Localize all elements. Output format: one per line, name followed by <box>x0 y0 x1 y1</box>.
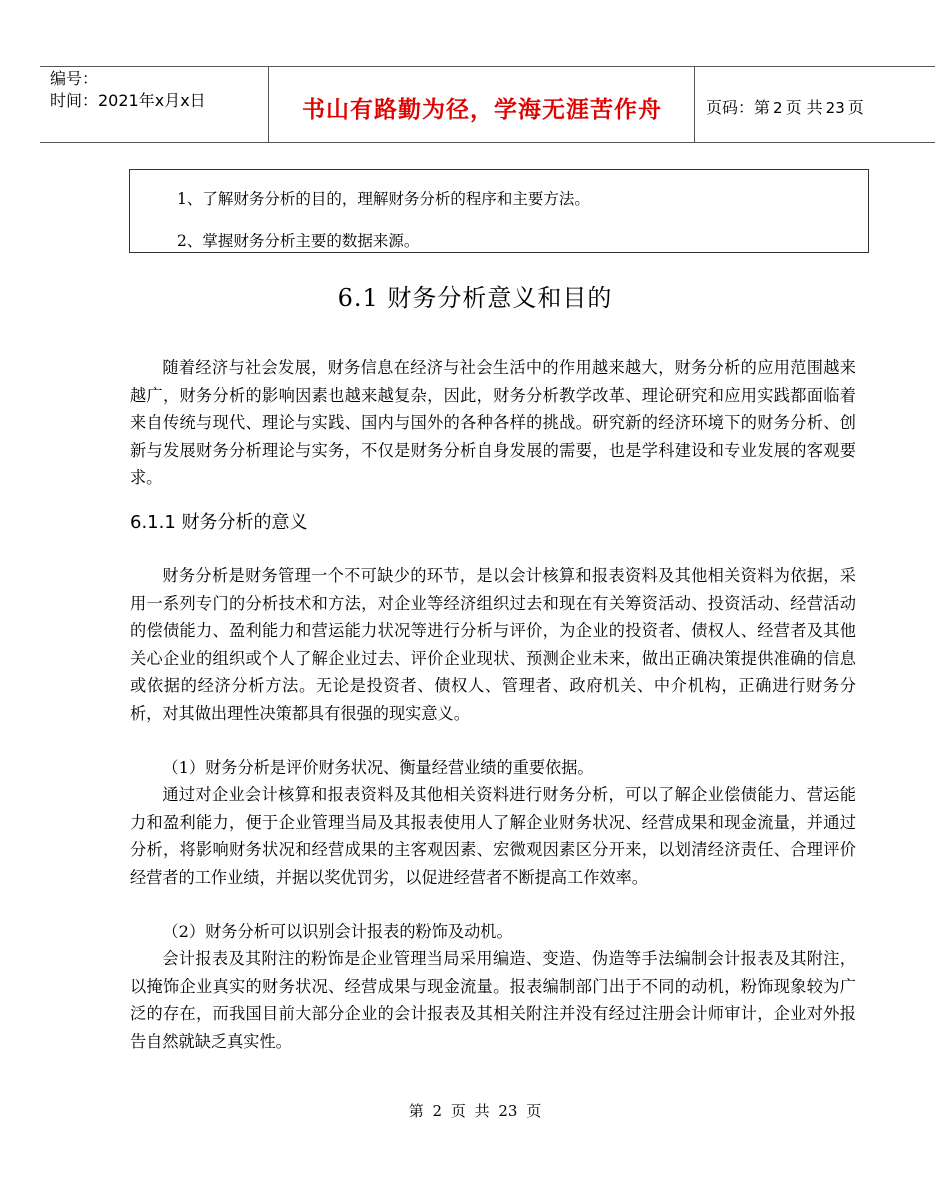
header-motto: 书山有路勤为径，学海无涯苦作舟 <box>302 97 662 123</box>
point-heading: （1）财务分析是评价财务状况、衡量经营业绩的重要依据。 <box>162 758 594 777</box>
intro-paragraph: 随着经济与社会发展，财务信息在经济与社会生活中的作用越来越大，财务分析的应用范围越来越广，财务分析的影响因素也越来越复杂，因此，财务分析教学改革、理论研究和应用实践都面临着来自传统与现代、理论与实践、国内与国外的各种各样的挑战。研究新的经济环境下的财务分析、创新与发展财务分析理论与实务，不仅是财务分析自身发展的需要，也是学科建设和专业发展的客观要求。 <box>130 358 856 487</box>
header-number-label: 编号： <box>50 69 99 88</box>
page-total: 23 <box>825 99 845 117</box>
objective-item: 2、掌握财务分析主要的数据来源。 <box>177 232 420 250</box>
section-title: 6.1 财务分析意义和目的 <box>337 284 613 312</box>
page-suffix: 页 <box>847 98 864 117</box>
page-mid: 页 共 <box>785 98 823 117</box>
page-footer: 第 2 页 共 23 页 <box>408 1102 542 1120</box>
header-bottom-rule <box>40 142 935 143</box>
subsection-title: 6.1.1 财务分析的意义 <box>130 512 308 533</box>
page-current: 2 <box>773 99 783 117</box>
header-divider-right <box>694 66 695 143</box>
point-heading: （2）财务分析可以识别会计报表的粉饰及动机。 <box>162 922 513 941</box>
objective-item: 1、了解财务分析的目的，理解财务分析的程序和主要方法。 <box>177 190 590 208</box>
page-prefix: 页码：第 <box>706 98 771 117</box>
header-page-number <box>706 95 864 118</box>
header-meta <box>50 68 206 112</box>
body-paragraph: 通过对企业会计核算和报表资料及其他相关资料进行财务分析，可以了解企业偿债能力、营运能力和盈利能力，便于企业管理当局及其报表使用人了解企业财务状况、经营成果和现金流量，并通过分析，将影响财务状况和经营成果的主客观因素、宏微观因素区分开来，以划清经济责任、合理评价经营者的工作业绩，并据以奖优罚劣，以促进经营者不断提高工作效率。 <box>130 785 856 887</box>
header-top-rule <box>40 66 935 67</box>
body-paragraph: 会计报表及其附注的粉饰是企业管理当局采用编造、变造、伪造等手法编制会计报表及其附注，以掩饰企业真实的财务状况、经营成果与现金流量。报表编制部门出于不同的动机，粉饰现象较为广泛的存在，而我国目前大部分企业的会计报表及其相关附注并没有经过注册会计师审计，企业对外报告自然就缺乏真实性。 <box>130 949 856 1051</box>
header-time-label: 时间：2021年x月x日 <box>50 91 206 110</box>
body-paragraph: 财务分析是财务管理一个不可缺少的环节，是以会计核算和报表资料及其他相关资料为依据，采用一系列专门的分析技术和方法，对企业等经济组织过去和现在有关筹资活动、投资活动、经营活动的偿债能力、盈利能力和营运能力状况等进行分析与评价，为企业的投资者、债权人、经营者及其他关心企业的组织或个人了解企业过去、评价企业现状、预测企业未来，做出正确决策提供准确的信息或依据的经济分析方法。无论是投资者、债权人、管理者、政府机关、中介机构，正确进行财务分析，对其做出理性决策都具有很强的现实意义。 <box>130 566 856 723</box>
header-divider-left <box>268 66 269 143</box>
